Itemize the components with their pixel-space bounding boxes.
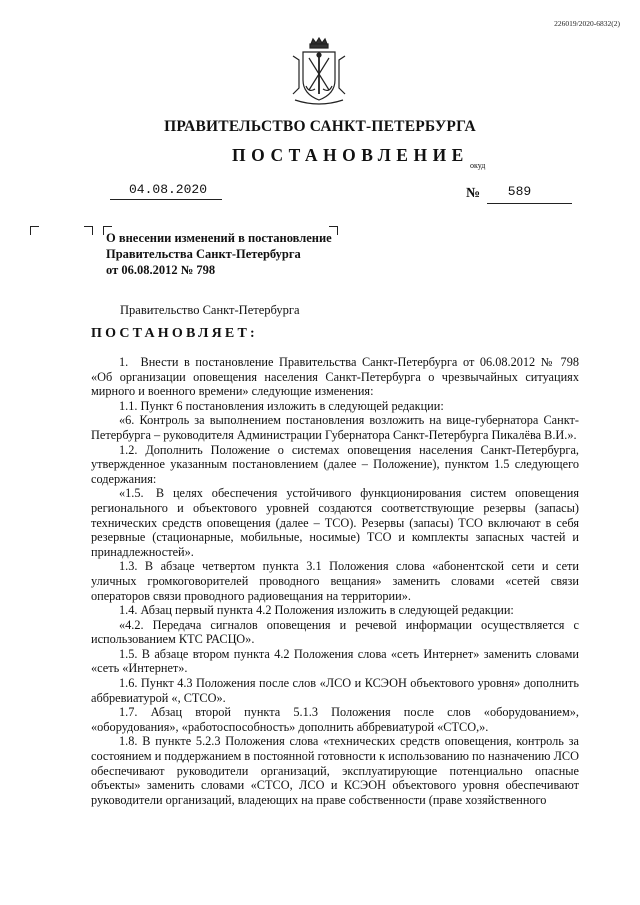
number-underline [487, 203, 572, 204]
okud-label: окуд [470, 161, 486, 170]
paragraph: 1.6. Пункт 4.3 Положения после слов «ЛСО и КСЭОН объектового уровня» дополнить аббревиатурой «, СТСО». [91, 676, 579, 705]
corner-mark [30, 226, 39, 235]
paragraph: «4.2. Передача сигналов оповещения и речевой информации осуществляется с использованием КТС РАСЦО». [91, 617, 579, 647]
subject-line: Правительства Санкт-Петербурга [106, 247, 301, 261]
document-id: 226019/2020-6832(2) [554, 19, 620, 28]
corner-mark [84, 226, 93, 235]
paragraph: 1. Внести в постановление Правительства Санкт-Петербурга от 06.08.2012 № 798 «Об организации оповещения населения Санкт-Петербурга о чрезвычайных ситуациях мирного и военного времени» следующие изменения: [91, 355, 579, 399]
paragraph: 1.4. Абзац первый пункта 4.2 Положения изложить в следующей редакции: [119, 603, 514, 618]
decree-number: 589 [507, 184, 532, 199]
date-underline [110, 199, 222, 200]
decree-date: 04.08.2020 [128, 182, 207, 197]
paragraph: 1.2. Дополнить Положение о системах оповещения населения Санкт-Петербурга, утвержденное указанным постановлением (далее – Положение), пунктом 1.5 следующего содержания: [91, 442, 579, 486]
subject-line: О внесении изменений в постановление [106, 231, 332, 245]
paragraph: 1.1. Пункт 6 постановления изложить в следующей редакции: [119, 398, 444, 413]
issuing-authority: Правительство Санкт-Петербурга [120, 303, 300, 317]
government-title: ПРАВИТЕЛЬСТВО САНКТ-ПЕТЕРБУРГА [164, 118, 476, 135]
paragraph: 1.3. В абзаце четвертом пункта 3.1 Положения слова «абонентской сети и сети уличных громкоговорителей проводного вещания» заменить словами «сетей связи операторов связи проводного радиовещания на территории». [91, 559, 579, 603]
paragraph: «1.5. В целях обеспечения устойчивого функционирования систем оповещения регионального и объектового уровней создаются соответствующие резервы (запасы) технических средств оповещения (далее – ТСО). Резервы (запасы) ТСО включают в себя резервные (стационарные, мобильные, носимые) ТСО и комплекты запасных частей и принадлежностей». [91, 486, 579, 559]
paragraph: 1.7. Абзац второй пункта 5.1.3 Положения после слов «оборудованием», «оборудования», «работоспособность» дополнить аббревиатурой «СТСО,». [91, 705, 579, 734]
decree-subject [106, 230, 356, 278]
number-sign: № [466, 186, 481, 201]
resolves-heading: ПОСТАНОВЛЯЕТ: [91, 326, 258, 341]
decree-title: ПОСТАНОВЛЕНИЕ [232, 145, 469, 165]
subject-line: от 06.08.2012 № 798 [106, 263, 216, 277]
decree-body [91, 355, 579, 807]
paragraph: 1.8. В пункте 5.2.3 Положения слова «технических средств оповещения, контроль за состоянием и поддержанием в постоянной готовности к использованию по назначению ЛСО обеспечивают руководители организаций, эксплуатирующие потенциально опасные объекты» заменить словами «СТСО, ЛСО и КСЭОН объектового уровня обеспечивают руководители организаций, владеющих на праве собственности (праве хозяйственного [91, 734, 579, 807]
paragraph: «6. Контроль за выполнением постановления возложить на вице-губернатора Санкт-Петербурга – руководителя Администрации Губернатора Санкт-Петербурга Пикалёва В.И.». [91, 413, 579, 442]
st-petersburg-coat-of-arms-icon [289, 36, 349, 110]
paragraph: 1.5. В абзаце втором пункта 4.2 Положения слова «сеть Интернет» заменить словами «сеть «Интернет». [91, 646, 579, 676]
